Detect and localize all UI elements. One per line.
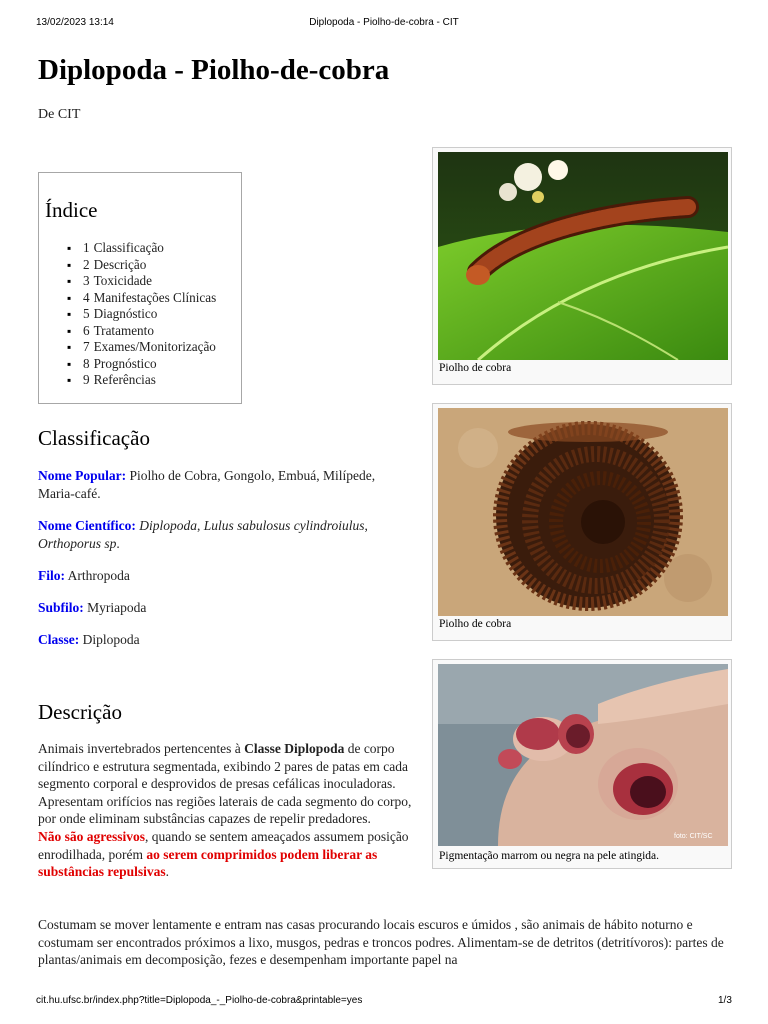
- image-caption: Piolho de cobra: [439, 618, 512, 630]
- toc-item[interactable]: ▪ 3 Toxicidade: [67, 273, 216, 290]
- photo-watermark: foto: CIT/SC: [674, 833, 713, 840]
- descricao-text-continued: Costumam se mover lentamente e entram nas casas procurando locais escuros e úmidos , são animais de hábito noturno e costumam ser encontrados próximos a lixo, musgos, pedras e troncos podres. Alimentam-se de detritos (detritívoros): partes de plantas/animais em decomposição, fezes e desempenham importante papel na: [38, 917, 724, 968]
- field-classe: Classe: Diplopoda: [38, 632, 140, 647]
- toc-item[interactable]: ▪ 1 Classificação: [67, 240, 216, 257]
- millipede-on-leaf-photo[interactable]: [438, 152, 728, 360]
- toc-item[interactable]: ▪ 8 Prognóstico: [67, 356, 216, 373]
- print-footer-url: cit.hu.ufsc.br/index.php?title=Diplopoda_-_Piolho-de-cobra&printable=yes: [36, 995, 363, 1006]
- toc-heading: Índice: [45, 198, 98, 222]
- toc-item[interactable]: ▪ 2 Descrição: [67, 257, 216, 274]
- page-title: Diplopoda - Piolho-de-cobra: [38, 54, 390, 86]
- image-caption: Pigmentação marrom ou negra na pele atingida.: [439, 850, 660, 862]
- page-subtitle: De CIT: [38, 107, 81, 122]
- image-thumbnail: [432, 659, 732, 869]
- image-thumbnail: [432, 147, 732, 385]
- coiled-millipede-photo[interactable]: [438, 408, 728, 616]
- image-caption: Piolho de cobra: [439, 362, 512, 374]
- toc-item[interactable]: ▪ 5 Diagnóstico: [67, 306, 216, 323]
- print-doc-title: Diplopoda - Piolho-de-cobra - CIT: [309, 17, 459, 28]
- toc-item[interactable]: ▪ 9 Referências: [67, 372, 216, 389]
- image-thumbnail: [432, 403, 732, 641]
- print-datetime: 13/02/2023 13:14: [36, 17, 114, 28]
- toc-list: [67, 240, 216, 389]
- field-nome-popular: Nome Popular: Piolho de Cobra, Gongolo, Embuá, Milípede, Maria-café.: [38, 468, 376, 501]
- section-heading-descricao: Descrição: [38, 700, 122, 724]
- field-subfilo: Subfilo: Myriapoda: [38, 600, 147, 615]
- section-heading-classificacao: Classificação: [38, 426, 150, 450]
- toc-item[interactable]: ▪ 4 Manifestações Clínicas: [67, 290, 216, 307]
- stained-toes-photo[interactable]: [438, 664, 728, 846]
- table-of-contents: [38, 172, 242, 404]
- descricao-text: Animais invertebrados pertencentes à Classe Diplopoda de corpo cilíndrico e estrutura segmentada, exibindo 2 pares de patas em cada segmento corporal e desprovidos de presas cefálicas inoculadoras. Apresentam orifícios nas regiões laterais de cada segmento do corpo, por onde eliminam substâncias capazes de repelir predadores. Não são agressivos, quando se sentem ameaçados assumem posição enrodilhada, porém ao serem comprimidos podem liberar as substâncias repulsivas.: [38, 741, 412, 880]
- toc-item[interactable]: ▪ 6 Tratamento: [67, 323, 216, 340]
- toc-item[interactable]: ▪ 7 Exames/Monitorização: [67, 339, 216, 356]
- field-filo: Filo: Arthropoda: [38, 568, 130, 583]
- field-nome-cientifico: Nome Científico: Diplopoda, Lulus sabulosus cylindroiulus, Orthoporus sp.: [38, 518, 368, 551]
- print-page-number: 1/3: [718, 995, 732, 1006]
